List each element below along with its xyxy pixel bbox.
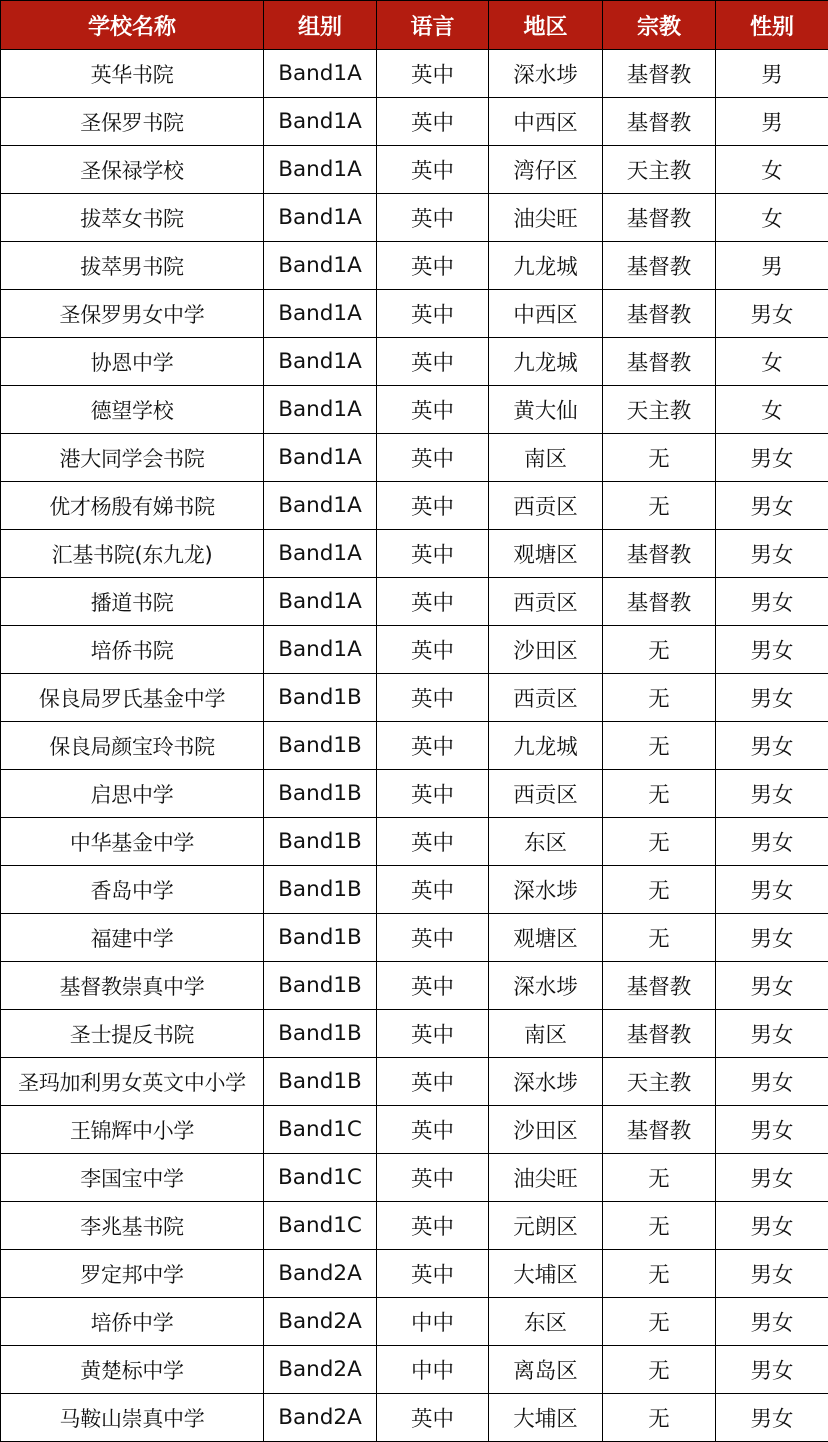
- table-row: [1, 962, 828, 1010]
- cell-district: 观塘区: [489, 914, 603, 962]
- cell-band: Band1C: [264, 1106, 377, 1154]
- cell-language: 英中: [377, 242, 489, 290]
- cell-school-name: 中华基金中学: [1, 818, 264, 866]
- cell-gender: 男: [716, 50, 828, 98]
- cell-gender: 男女: [716, 482, 828, 530]
- cell-religion: 无: [603, 1298, 716, 1346]
- cell-school-name: 保良局颜宝玲书院: [1, 722, 264, 770]
- cell-religion: 无: [603, 1202, 716, 1250]
- cell-gender: 男女: [716, 1106, 828, 1154]
- cell-school-name: 罗定邦中学: [1, 1250, 264, 1298]
- table-row: [1, 482, 828, 530]
- cell-school-name: 德望学校: [1, 386, 264, 434]
- cell-language: 英中: [377, 434, 489, 482]
- cell-band: Band1B: [264, 722, 377, 770]
- cell-district: 九龙城: [489, 722, 603, 770]
- cell-gender: 男女: [716, 770, 828, 818]
- table-row: [1, 1394, 828, 1442]
- cell-gender: 男女: [716, 1202, 828, 1250]
- cell-gender: 男女: [716, 914, 828, 962]
- cell-religion: 无: [603, 434, 716, 482]
- cell-language: 英中: [377, 1394, 489, 1442]
- cell-language: 中中: [377, 1346, 489, 1394]
- cell-gender: 女: [716, 338, 828, 386]
- cell-religion: 无: [603, 914, 716, 962]
- cell-district: 西贡区: [489, 674, 603, 722]
- table-row: [1, 530, 828, 578]
- cell-school-name: 协恩中学: [1, 338, 264, 386]
- cell-language: 英中: [377, 578, 489, 626]
- cell-district: 南区: [489, 1010, 603, 1058]
- cell-language: 英中: [377, 98, 489, 146]
- header-school-name: 学校名称: [1, 1, 264, 50]
- cell-district: 大埔区: [489, 1250, 603, 1298]
- table-row: [1, 434, 828, 482]
- cell-religion: 无: [603, 818, 716, 866]
- cell-school-name: 香岛中学: [1, 866, 264, 914]
- cell-religion: 无: [603, 1394, 716, 1442]
- cell-language: 英中: [377, 1202, 489, 1250]
- cell-gender: 男女: [716, 1154, 828, 1202]
- table-row: [1, 674, 828, 722]
- cell-band: Band2A: [264, 1298, 377, 1346]
- cell-district: 元朗区: [489, 1202, 603, 1250]
- cell-school-name: 优才杨殷有娣书院: [1, 482, 264, 530]
- cell-language: 英中: [377, 146, 489, 194]
- table-row: [1, 1058, 828, 1106]
- table-row: [1, 866, 828, 914]
- header-row: [1, 1, 828, 50]
- cell-band: Band2A: [264, 1250, 377, 1298]
- cell-language: 英中: [377, 1154, 489, 1202]
- cell-district: 大埔区: [489, 1394, 603, 1442]
- cell-religion: 无: [603, 1346, 716, 1394]
- cell-gender: 男女: [716, 626, 828, 674]
- cell-district: 深水埗: [489, 962, 603, 1010]
- cell-district: 离岛区: [489, 1346, 603, 1394]
- table-row: [1, 50, 828, 98]
- cell-band: Band1C: [264, 1154, 377, 1202]
- cell-language: 中中: [377, 1298, 489, 1346]
- cell-district: 油尖旺: [489, 1154, 603, 1202]
- cell-religion: 天主教: [603, 1058, 716, 1106]
- cell-language: 英中: [377, 770, 489, 818]
- cell-religion: 基督教: [603, 530, 716, 578]
- table-row: [1, 338, 828, 386]
- cell-band: Band1B: [264, 674, 377, 722]
- cell-religion: 无: [603, 722, 716, 770]
- cell-district: 东区: [489, 818, 603, 866]
- cell-religion: 无: [603, 866, 716, 914]
- table-row: [1, 818, 828, 866]
- cell-religion: 基督教: [603, 338, 716, 386]
- cell-language: 英中: [377, 338, 489, 386]
- cell-school-name: 播道书院: [1, 578, 264, 626]
- table-header: [1, 1, 828, 50]
- cell-band: Band1B: [264, 1058, 377, 1106]
- cell-language: 英中: [377, 962, 489, 1010]
- cell-gender: 男女: [716, 1394, 828, 1442]
- cell-band: Band1B: [264, 914, 377, 962]
- cell-school-name: 圣保禄学校: [1, 146, 264, 194]
- table-row: [1, 1010, 828, 1058]
- cell-band: Band1A: [264, 194, 377, 242]
- cell-school-name: 李兆基书院: [1, 1202, 264, 1250]
- cell-gender: 男女: [716, 818, 828, 866]
- cell-language: 英中: [377, 1058, 489, 1106]
- table-body: [1, 50, 828, 1442]
- cell-district: 南区: [489, 434, 603, 482]
- cell-gender: 男女: [716, 1346, 828, 1394]
- cell-gender: 男女: [716, 290, 828, 338]
- cell-religion: 基督教: [603, 1010, 716, 1058]
- cell-school-name: 保良局罗氏基金中学: [1, 674, 264, 722]
- cell-language: 英中: [377, 1106, 489, 1154]
- table-row: [1, 194, 828, 242]
- table-row: [1, 1346, 828, 1394]
- cell-language: 英中: [377, 50, 489, 98]
- cell-district: 黄大仙: [489, 386, 603, 434]
- cell-religion: 无: [603, 1250, 716, 1298]
- cell-gender: 女: [716, 386, 828, 434]
- cell-school-name: 港大同学会书院: [1, 434, 264, 482]
- table-row: [1, 98, 828, 146]
- table-row: [1, 290, 828, 338]
- cell-band: Band1A: [264, 386, 377, 434]
- table-row: [1, 1202, 828, 1250]
- cell-language: 英中: [377, 290, 489, 338]
- cell-language: 英中: [377, 914, 489, 962]
- cell-gender: 男女: [716, 1250, 828, 1298]
- cell-band: Band1B: [264, 866, 377, 914]
- table-row: [1, 386, 828, 434]
- cell-religion: 无: [603, 626, 716, 674]
- cell-religion: 无: [603, 482, 716, 530]
- header-band: 组别: [264, 1, 377, 50]
- cell-school-name: 圣保罗书院: [1, 98, 264, 146]
- cell-band: Band1B: [264, 962, 377, 1010]
- cell-band: Band1A: [264, 290, 377, 338]
- cell-district: 深水埗: [489, 866, 603, 914]
- table-row: [1, 914, 828, 962]
- table-row: [1, 770, 828, 818]
- cell-religion: 基督教: [603, 242, 716, 290]
- cell-district: 沙田区: [489, 626, 603, 674]
- table-row: [1, 626, 828, 674]
- cell-district: 西贡区: [489, 578, 603, 626]
- header-district: 地区: [489, 1, 603, 50]
- cell-school-name: 拔萃女书院: [1, 194, 264, 242]
- cell-school-name: 基督教崇真中学: [1, 962, 264, 1010]
- cell-gender: 女: [716, 146, 828, 194]
- cell-school-name: 拔萃男书院: [1, 242, 264, 290]
- cell-band: Band1B: [264, 818, 377, 866]
- cell-religion: 基督教: [603, 1106, 716, 1154]
- cell-district: 沙田区: [489, 1106, 603, 1154]
- cell-religion: 无: [603, 1154, 716, 1202]
- cell-district: 湾仔区: [489, 146, 603, 194]
- cell-district: 中西区: [489, 290, 603, 338]
- cell-language: 英中: [377, 1250, 489, 1298]
- cell-religion: 基督教: [603, 194, 716, 242]
- cell-gender: 男女: [716, 1010, 828, 1058]
- cell-gender: 男女: [716, 1298, 828, 1346]
- table-row: [1, 242, 828, 290]
- cell-language: 英中: [377, 866, 489, 914]
- cell-gender: 男: [716, 242, 828, 290]
- header-religion: 宗教: [603, 1, 716, 50]
- cell-district: 油尖旺: [489, 194, 603, 242]
- cell-school-name: 培侨书院: [1, 626, 264, 674]
- cell-district: 观塘区: [489, 530, 603, 578]
- cell-band: Band1A: [264, 98, 377, 146]
- cell-school-name: 汇基书院(东九龙): [1, 530, 264, 578]
- cell-gender: 女: [716, 194, 828, 242]
- cell-district: 深水埗: [489, 50, 603, 98]
- cell-religion: 基督教: [603, 50, 716, 98]
- cell-gender: 男女: [716, 674, 828, 722]
- cell-school-name: 王锦辉中小学: [1, 1106, 264, 1154]
- cell-band: Band1A: [264, 50, 377, 98]
- cell-language: 英中: [377, 194, 489, 242]
- table-row: [1, 578, 828, 626]
- cell-school-name: 福建中学: [1, 914, 264, 962]
- cell-school-name: 李国宝中学: [1, 1154, 264, 1202]
- cell-school-name: 圣保罗男女中学: [1, 290, 264, 338]
- cell-language: 英中: [377, 482, 489, 530]
- cell-school-name: 英华书院: [1, 50, 264, 98]
- cell-school-name: 培侨中学: [1, 1298, 264, 1346]
- cell-school-name: 启思中学: [1, 770, 264, 818]
- cell-district: 西贡区: [489, 770, 603, 818]
- cell-band: Band1A: [264, 626, 377, 674]
- cell-language: 英中: [377, 818, 489, 866]
- cell-language: 英中: [377, 722, 489, 770]
- cell-district: 九龙城: [489, 242, 603, 290]
- cell-band: Band1A: [264, 434, 377, 482]
- table-row: [1, 1250, 828, 1298]
- cell-band: Band1A: [264, 578, 377, 626]
- table-row: [1, 1106, 828, 1154]
- cell-district: 深水埗: [489, 1058, 603, 1106]
- cell-school-name: 黄楚标中学: [1, 1346, 264, 1394]
- cell-district: 西贡区: [489, 482, 603, 530]
- cell-religion: 基督教: [603, 578, 716, 626]
- cell-school-name: 马鞍山崇真中学: [1, 1394, 264, 1442]
- cell-band: Band1C: [264, 1202, 377, 1250]
- cell-band: Band1A: [264, 146, 377, 194]
- cell-school-name: 圣士提反书院: [1, 1010, 264, 1058]
- cell-religion: 天主教: [603, 146, 716, 194]
- cell-gender: 男女: [716, 578, 828, 626]
- cell-gender: 男女: [716, 1058, 828, 1106]
- cell-band: Band1A: [264, 242, 377, 290]
- table-row: [1, 146, 828, 194]
- table-row: [1, 1154, 828, 1202]
- cell-language: 英中: [377, 1010, 489, 1058]
- header-gender: 性别: [716, 1, 828, 50]
- cell-religion: 基督教: [603, 98, 716, 146]
- cell-language: 英中: [377, 386, 489, 434]
- cell-language: 英中: [377, 530, 489, 578]
- cell-band: Band1A: [264, 530, 377, 578]
- cell-district: 东区: [489, 1298, 603, 1346]
- cell-band: Band1A: [264, 338, 377, 386]
- cell-religion: 天主教: [603, 386, 716, 434]
- cell-language: 英中: [377, 626, 489, 674]
- cell-gender: 男女: [716, 530, 828, 578]
- table-row: [1, 1298, 828, 1346]
- cell-band: Band1A: [264, 482, 377, 530]
- cell-band: Band2A: [264, 1394, 377, 1442]
- cell-gender: 男女: [716, 434, 828, 482]
- cell-school-name: 圣玛加利男女英文中小学: [1, 1058, 264, 1106]
- cell-band: Band1B: [264, 770, 377, 818]
- header-language: 语言: [377, 1, 489, 50]
- cell-gender: 男女: [716, 866, 828, 914]
- table-row: [1, 722, 828, 770]
- cell-gender: 男女: [716, 962, 828, 1010]
- cell-gender: 男: [716, 98, 828, 146]
- cell-religion: 无: [603, 770, 716, 818]
- cell-language: 英中: [377, 674, 489, 722]
- cell-religion: 基督教: [603, 962, 716, 1010]
- cell-band: Band2A: [264, 1346, 377, 1394]
- cell-religion: 无: [603, 674, 716, 722]
- cell-religion: 基督教: [603, 290, 716, 338]
- cell-district: 中西区: [489, 98, 603, 146]
- cell-district: 九龙城: [489, 338, 603, 386]
- cell-band: Band1B: [264, 1010, 377, 1058]
- cell-gender: 男女: [716, 722, 828, 770]
